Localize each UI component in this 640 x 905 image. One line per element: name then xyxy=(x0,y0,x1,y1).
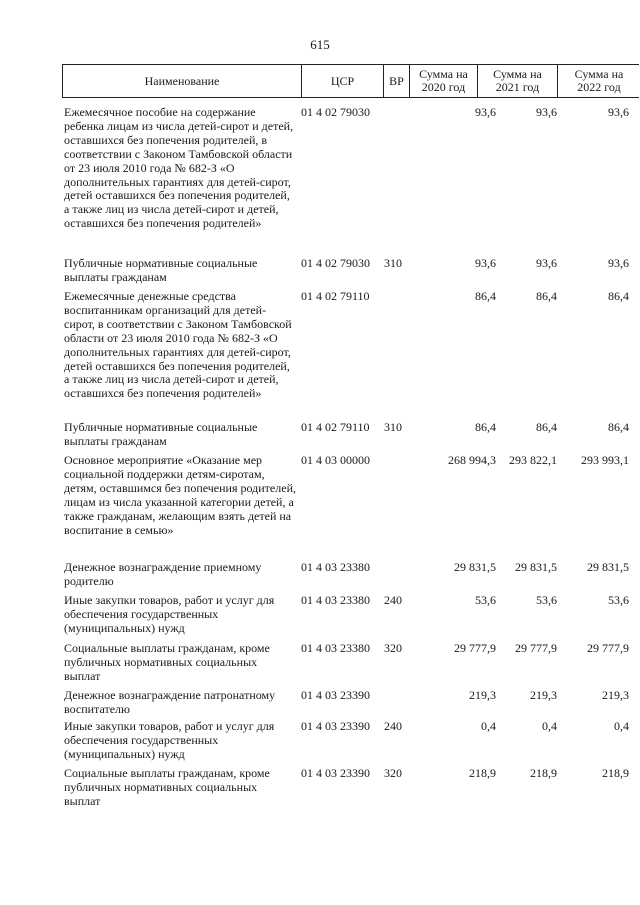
row-sum-2021: 29 831,5 xyxy=(515,560,557,574)
row-name: Денежное вознаграждение патронатному воспитателю xyxy=(64,688,276,716)
row-sum-2020: 53,6 xyxy=(475,593,496,607)
row-sum-2022: 93,6 xyxy=(608,256,629,270)
row-csr: 01 4 03 23390 xyxy=(301,688,370,702)
row-vr: 310 xyxy=(384,256,402,270)
row-name: Публичные нормативные социальные выплаты гражданам xyxy=(64,256,258,284)
row-sum-2021: 293 822,1 xyxy=(509,453,557,467)
row-sum-2020: 93,6 xyxy=(475,105,496,119)
row-name: Денежное вознаграждение приемному родителю xyxy=(64,560,262,588)
row-sum-2022: 0,4 xyxy=(614,719,629,733)
row-sum-2020: 268 994,3 xyxy=(448,453,496,467)
row-name: Основное мероприятие «Оказание мер социальной поддержки детям-сиротам, детям, оставшимся без попечения родителей, лицам из числа указанной категории детей, а также гражданам, желающим взять детей на воспитание в семью» xyxy=(64,453,296,537)
row-sum-2021: 53,6 xyxy=(536,593,557,607)
row-name: Ежемесячные денежные средства воспитанникам организаций для детей-сирот, в соответствии с Законом Тамбовской области от 23 июля 2010 года № 682-З «О дополнительных гарантиях для детей-сирот, детей оставшихся без попечения родителей, а также лиц из числа детей-сирот и детей, оставшихся без попечения родителей» xyxy=(64,289,292,401)
row-vr: 240 xyxy=(384,593,402,607)
row-sum-2021: 93,6 xyxy=(536,256,557,270)
header-csr xyxy=(302,65,384,97)
row-csr: 01 4 02 79030 xyxy=(301,256,370,270)
header-sum-2020 xyxy=(410,65,478,97)
row-csr: 01 4 03 23390 xyxy=(301,766,370,780)
row-sum-2022: 29 777,9 xyxy=(587,641,629,655)
row-csr: 01 4 02 79110 xyxy=(301,289,370,303)
row-sum-2020: 93,6 xyxy=(475,256,496,270)
header-csr-label: ЦСР xyxy=(330,73,355,88)
row-csr: 01 4 03 23390 xyxy=(301,719,370,733)
row-csr: 01 4 02 79110 xyxy=(301,420,370,434)
row-sum-2021: 0,4 xyxy=(542,719,557,733)
header-vr-label: ВР xyxy=(389,73,404,88)
header-sum-2022-line2: 2022 год xyxy=(577,80,621,94)
row-name: Публичные нормативные социальные выплаты гражданам xyxy=(64,420,258,448)
row-sum-2020: 29 831,5 xyxy=(454,560,496,574)
header-sum-2021-line2: 2021 год xyxy=(495,80,540,94)
header-sum-2020-line1: Сумма на xyxy=(419,67,468,81)
row-sum-2020: 29 777,9 xyxy=(454,641,496,655)
row-sum-2022: 53,6 xyxy=(608,593,629,607)
row-sum-2020: 86,4 xyxy=(475,420,496,434)
row-csr: 01 4 03 23380 xyxy=(301,560,370,574)
row-sum-2021: 219,3 xyxy=(530,688,557,702)
row-name: Иные закупки товаров, работ и услуг для обеспечения государственных (муниципальных) нужд xyxy=(64,719,275,761)
row-sum-2022: 86,4 xyxy=(608,420,629,434)
header-sum-2021-line1: Сумма на xyxy=(493,67,542,81)
header-vr xyxy=(384,65,410,97)
row-name: Социальные выплаты гражданам, кроме публичных нормативных социальных выплат xyxy=(64,766,270,808)
header-name xyxy=(63,65,302,97)
table-header xyxy=(62,64,639,98)
row-vr: 320 xyxy=(384,641,402,655)
row-sum-2021: 93,6 xyxy=(536,105,557,119)
row-csr: 01 4 02 79030 xyxy=(301,105,370,119)
header-sum-2022-line1: Сумма на xyxy=(574,67,624,81)
header-sum-2020-line2: 2020 год xyxy=(421,80,466,94)
row-name: Ежемесячное пособие на содержание ребенка лицам из числа детей-сирот и детей, оставшихся без попечения родителей, в соответствии с Законом Тамбовской области от 23 июля 2010 года № 682-З «О дополнительных гарантиях для детей-сирот, детей оставшихся без попечения родителей, а также лиц из числа детей-сирот и детей, оставшихся без попечения родителей» xyxy=(64,105,294,231)
row-sum-2022: 29 831,5 xyxy=(587,560,629,574)
row-sum-2022: 219,3 xyxy=(602,688,629,702)
row-sum-2021: 29 777,9 xyxy=(515,641,557,655)
row-csr: 01 4 03 23380 xyxy=(301,641,370,655)
header-sum-2022 xyxy=(558,65,640,97)
row-csr: 01 4 03 00000 xyxy=(301,453,370,467)
row-sum-2022: 218,9 xyxy=(602,766,629,780)
row-sum-2021: 218,9 xyxy=(530,766,557,780)
row-name: Социальные выплаты гражданам, кроме публичных нормативных социальных выплат xyxy=(64,641,270,683)
row-sum-2022: 93,6 xyxy=(608,105,629,119)
row-csr: 01 4 03 23380 xyxy=(301,593,370,607)
row-vr: 310 xyxy=(384,420,402,434)
row-sum-2020: 86,4 xyxy=(475,289,496,303)
row-sum-2021: 86,4 xyxy=(536,420,557,434)
row-sum-2021: 86,4 xyxy=(536,289,557,303)
row-sum-2022: 293 993,1 xyxy=(581,453,629,467)
row-sum-2020: 218,9 xyxy=(469,766,496,780)
row-vr: 240 xyxy=(384,719,402,733)
row-sum-2022: 86,4 xyxy=(608,289,629,303)
row-vr: 320 xyxy=(384,766,402,780)
header-sum-2021 xyxy=(478,65,558,97)
header-name-label: Наименование xyxy=(144,73,220,88)
row-sum-2020: 219,3 xyxy=(469,688,496,702)
row-sum-2020: 0,4 xyxy=(481,719,496,733)
page-number: 615 xyxy=(310,37,330,52)
row-name: Иные закупки товаров, работ и услуг для обеспечения государственных (муниципальных) нужд xyxy=(64,593,275,635)
